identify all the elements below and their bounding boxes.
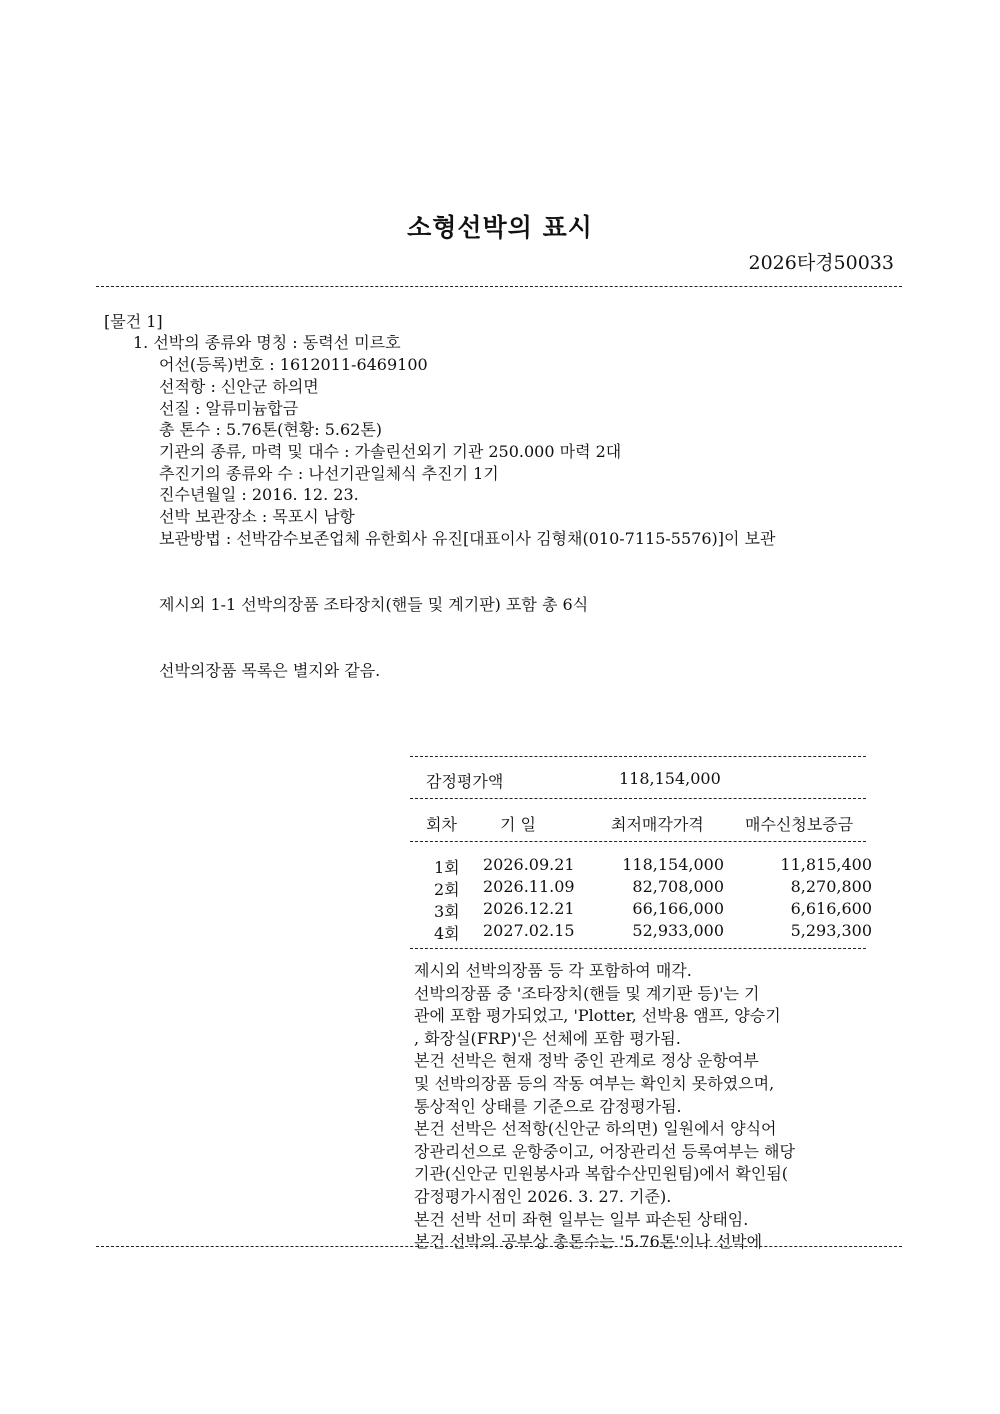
- top-divider: [96, 286, 902, 287]
- propeller-info: 추진기의 종류와 수 : 나선기관일체식 추진기 1기: [159, 464, 499, 483]
- vessel-type-line: 1. 선박의 종류와 명칭 : 동력선 미르호: [133, 333, 401, 352]
- storage-location: 선박 보관장소 : 목포시 남항: [159, 507, 355, 526]
- engine-info: 기관의 종류, 마력 및 대수 : 가솔린선외기 기관 250.000 마력 2대: [159, 442, 622, 461]
- min-price-cell: 66,166,000: [632, 899, 724, 918]
- bottom-divider: [96, 1246, 902, 1247]
- appraisal-notes: [414, 960, 864, 1254]
- launch-date: 진수년월일 : 2016. 12. 23.: [159, 485, 359, 504]
- min-price-cell: 118,154,000: [622, 855, 724, 874]
- note-line: 장관리선으로 운항중이고, 어장관리선 등록여부는 해당: [414, 1141, 795, 1161]
- min-price-cell: 82,708,000: [632, 877, 724, 896]
- note-line: 본건 선박은 선적항(신안군 하의면) 일원에서 양식어: [414, 1119, 777, 1139]
- header-round: 회차: [426, 815, 457, 834]
- date-cell: 2026.12.21: [483, 899, 575, 918]
- hull-material: 선질 : 알류미늄합금: [159, 399, 299, 418]
- appraisal-label: 감정평가액: [426, 772, 504, 791]
- header-date: 기 일: [500, 815, 536, 834]
- deposit-cell: 8,270,800: [790, 877, 872, 896]
- deposit-cell: 6,616,600: [790, 899, 872, 918]
- excluded-items: 제시외 1-1 선박의장품 조타장치(핸들 및 계기판) 포함 총 6식: [159, 595, 589, 614]
- round-cell: 3회: [434, 902, 460, 921]
- header-min-price: 최저매각가격: [611, 815, 704, 834]
- deposit-cell: 5,293,300: [790, 921, 872, 940]
- note-line: 본건 선박의 공부상 총톤수는 '5.76톤'이나 선박에: [414, 1232, 763, 1252]
- table-divider: [410, 841, 866, 842]
- table-divider: [410, 798, 866, 799]
- table-divider: [410, 756, 866, 757]
- date-cell: 2026.09.21: [483, 855, 575, 874]
- note-line: 관에 포함 평가되었고, 'Plotter, 선박용 앰프, 양승기: [414, 1006, 781, 1026]
- date-cell: 2027.02.15: [483, 921, 575, 940]
- note-line: 기관(신안군 민원봉사과 복합수산민원팀)에서 확인됨(: [414, 1164, 789, 1184]
- note-line: 및 선박의장품 등의 작동 여부는 확인치 못하였으며,: [414, 1073, 775, 1093]
- note-line: 감정평가시점인 2026. 3. 27. 기준).: [414, 1186, 672, 1206]
- round-cell: 4회: [434, 924, 460, 943]
- note-line: 제시외 선박의장품 등 각 포함하여 매각.: [414, 961, 692, 980]
- registration-number: 어선(등록)번호 : 1612011-6469100: [159, 355, 428, 374]
- equipment-list-note: 선박의장품 목록은 별지와 같음.: [159, 661, 381, 680]
- note-line: 선박의장품 중 '조타장치(핸들 및 계기판 등)'는 기: [414, 983, 760, 1003]
- home-port: 선적항 : 신안군 하의면: [159, 377, 319, 396]
- note-line: , 화장실(FRP)'은 선체에 포함 평가됨.: [414, 1028, 681, 1048]
- item-label: [물건 1]: [104, 312, 163, 331]
- round-cell: 2회: [434, 880, 460, 899]
- table-divider: [410, 948, 866, 949]
- note-line: 통상적인 상태를 기준으로 감정평가됨.: [414, 1096, 682, 1116]
- page-title: 소형선박의 표시: [407, 213, 593, 242]
- date-cell: 2026.11.09: [483, 877, 575, 896]
- note-line: 본건 선박은 현재 정박 중인 관계로 정상 운항여부: [414, 1051, 759, 1071]
- min-price-cell: 52,933,000: [632, 921, 724, 940]
- header-deposit: 매수신청보증금: [745, 815, 854, 834]
- note-line: 본건 선박 선미 좌현 일부는 일부 파손된 상태임.: [414, 1209, 749, 1229]
- storage-method: 보관방법 : 선박감수보존업체 유한회사 유진[대표이사 김형채(010-7115-5576)]이 보관: [159, 529, 776, 548]
- gross-tonnage: 총 톤수 : 5.76톤(현황: 5.62톤): [159, 420, 383, 439]
- appraisal-value: 118,154,000: [619, 769, 721, 788]
- deposit-cell: 11,815,400: [780, 855, 872, 874]
- round-cell: 1회: [434, 858, 460, 877]
- case-number: 2026타경50033: [748, 252, 894, 274]
